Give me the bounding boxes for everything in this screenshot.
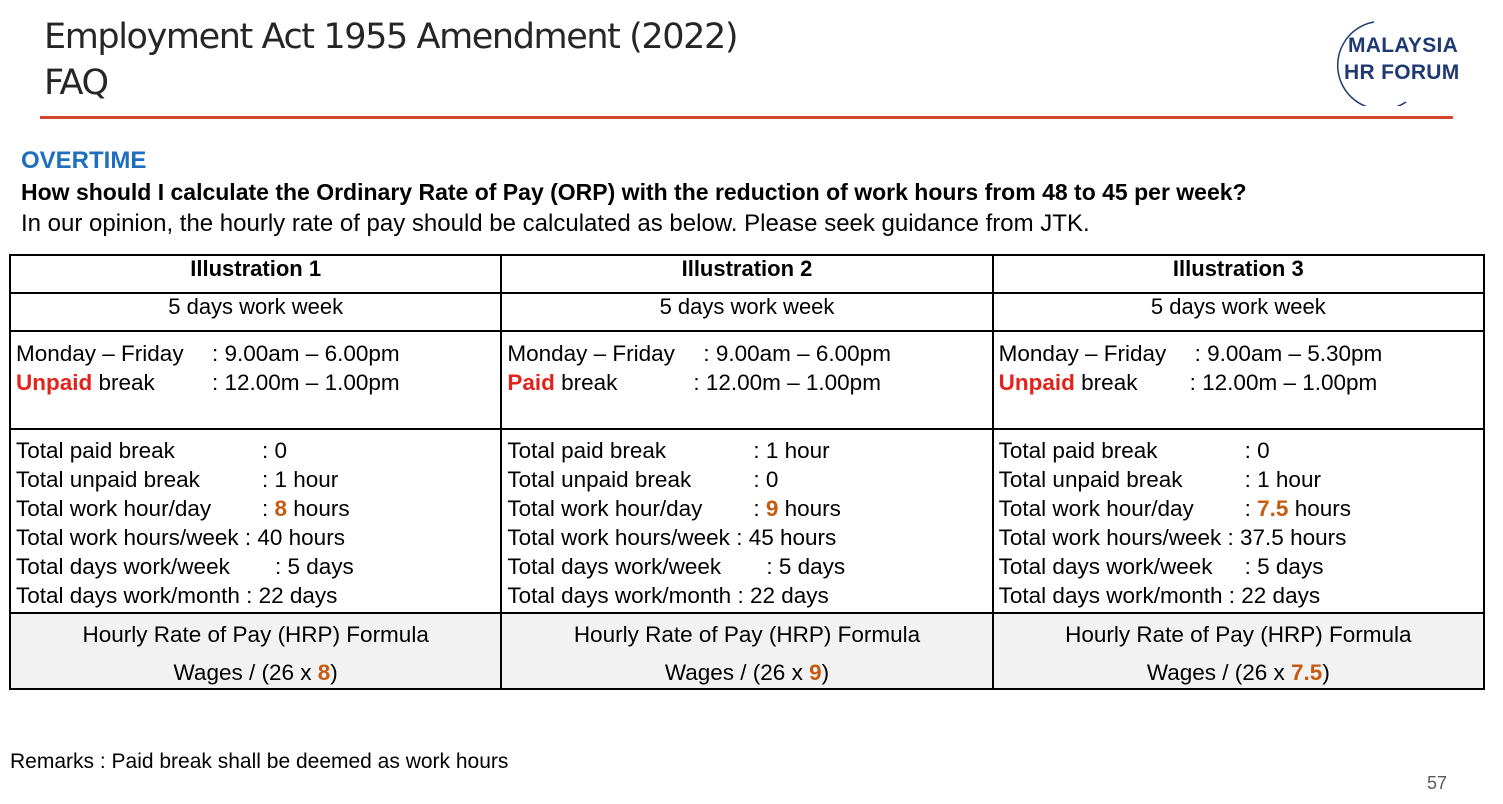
total-label: Total days work/week [507, 554, 722, 579]
total-value: : 0 [262, 438, 288, 463]
logo-line-1: MALAYSIA [1348, 34, 1459, 57]
formula-cell-3 [993, 613, 1484, 689]
total-label: Total unpaid break [507, 467, 692, 492]
work-week-cell: 5 days work week [501, 293, 992, 331]
formula-value: 8 [317, 660, 331, 685]
formula-value: 7.5 [1291, 660, 1323, 685]
total-label: Total days work/month [998, 583, 1223, 608]
total-value: : 5 days [1244, 554, 1324, 579]
hours-unit: hours [293, 496, 350, 521]
total-label: Total work hour/day [998, 496, 1194, 521]
formula-row [10, 613, 1484, 689]
formula-title: Hourly Rate of Pay (HRP) Formula [82, 622, 429, 647]
schedule-hours: : 9.00am – 6.00pm [212, 341, 400, 366]
break-time: : 12.00m – 1.00pm [693, 370, 881, 395]
total-label: Total paid break [16, 438, 175, 463]
formula-prefix: Wages / (26 x [1146, 660, 1285, 685]
work-week-cell: 5 days work week [993, 293, 1484, 331]
formula-cell-2 [501, 613, 992, 689]
total-label: Total work hour/day [507, 496, 703, 521]
faq-question: How should I calculate the Ordinary Rate of Pay (ORP) with the reduction of work hours from 48 to 45 per week? [21, 179, 1247, 205]
work-week-cell: 5 days work week [10, 293, 501, 331]
illustration-table [9, 254, 1485, 690]
break-time: : 12.00m – 1.00pm [1189, 370, 1378, 395]
break-time: : 12.00m – 1.00pm [212, 370, 400, 395]
total-value: : 45 hours [736, 525, 837, 550]
slide-title [44, 14, 737, 106]
schedule-label: Monday – Friday [507, 341, 675, 366]
schedule-hours: : 9.00am – 5.30pm [1194, 341, 1383, 366]
title-divider [40, 116, 1453, 119]
formula-expression [502, 658, 991, 688]
hours-per-day: 7.5 [1257, 496, 1289, 521]
schedule-hours: : 9.00am – 6.00pm [703, 341, 891, 366]
formula-prefix: Wages / (26 x [664, 660, 803, 685]
totals-cell-3: Total paid break : 0 Total unpaid break : 1 hour Total work hour/day : 7.5 hours Total work hours/week : 37.5 hours Total days work/week : 5 days Total days work/month : 22 days [993, 429, 1484, 613]
total-value: : 5 days [275, 554, 354, 579]
totals-cell-2: Total paid break : 1 hour Total unpaid break : 0 Total work hour/day : 9 hours Total work hours/week : 45 hours Total days work/week : 5 days Total days work/month : 22 days [501, 429, 992, 613]
total-label: Total work hour/day [16, 496, 212, 521]
faq-answer-intro: In our opinion, the hourly rate of pay should be calculated as below. Please seek guidance from JTK. [21, 210, 1090, 237]
total-label: Total days work/week [16, 554, 230, 579]
total-label: Total work hours/week [998, 525, 1222, 550]
schedule-label: Monday – Friday [998, 341, 1167, 366]
total-value: : 40 hours [244, 525, 345, 550]
total-value: : 0 [753, 467, 779, 492]
header-illustration-2: Illustration 2 [501, 255, 992, 293]
page-number: 57 [1427, 773, 1448, 793]
header-illustration-3: Illustration 3 [993, 255, 1484, 293]
malaysia-hr-forum-logo [1326, 16, 1476, 106]
total-label: Total days work/month [16, 583, 240, 608]
work-week-row [10, 293, 1484, 331]
formula-expression [11, 658, 500, 688]
formula-title: Hourly Rate of Pay (HRP) Formula [573, 622, 921, 647]
total-value: : 0 [1244, 438, 1270, 463]
table-header-row [10, 255, 1484, 293]
break-word: break [1081, 370, 1138, 395]
total-value: : 37.5 hours [1227, 525, 1347, 550]
header-illustration-1: Illustration 1 [10, 255, 501, 293]
formula-value: 9 [809, 660, 822, 685]
total-value: : 1 hour [753, 438, 830, 463]
break-word: break [561, 370, 618, 395]
total-value: : 22 days [737, 583, 829, 608]
break-type: Unpaid [998, 370, 1075, 395]
formula-prefix: Wages / (26 x [173, 660, 312, 685]
title-line-1: Employment Act 1955 Amendment (2022) [44, 17, 738, 57]
total-label: Total days work/month [507, 583, 732, 608]
schedule-cell-2 [501, 331, 992, 429]
hours-unit: hours [784, 496, 841, 521]
total-label: Total days work/week [998, 554, 1213, 579]
totals-row [10, 429, 1484, 613]
formula-cell-1 [10, 613, 501, 689]
hours-unit: hours [1294, 496, 1352, 521]
formula-expression [994, 658, 1483, 688]
total-label: Total unpaid break [16, 467, 200, 492]
formula-suffix: ) [330, 660, 338, 685]
total-label: Total paid break [998, 438, 1158, 463]
title-line-2: FAQ [44, 63, 108, 103]
schedule-row [10, 331, 1484, 429]
total-value: : 22 days [246, 583, 338, 608]
formula-suffix: ) [821, 660, 830, 685]
total-label: Total work hours/week [507, 525, 730, 550]
total-label: Total paid break [507, 438, 667, 463]
break-word: break [98, 370, 155, 395]
total-label: Total unpaid break [998, 467, 1183, 492]
formula-suffix: ) [1322, 660, 1330, 685]
schedule-cell-3 [993, 331, 1484, 429]
total-value: : 1 hour [1244, 467, 1321, 492]
schedule-cell-1 [10, 331, 501, 429]
hours-per-day: 8 [274, 496, 288, 521]
remarks: Remarks : Paid break shall be deemed as work hours [10, 750, 509, 773]
total-label: Total work hours/week [16, 525, 239, 550]
logo-line-2: HR FORUM [1344, 61, 1460, 84]
schedule-label: Monday – Friday [16, 341, 184, 366]
total-value: : 1 hour [262, 467, 339, 492]
formula-title: Hourly Rate of Pay (HRP) Formula [1065, 622, 1412, 647]
break-type: Unpaid [16, 370, 93, 395]
total-value: : 22 days [1228, 583, 1321, 608]
section-heading: OVERTIME [21, 147, 147, 174]
break-type: Paid [507, 370, 555, 395]
totals-cell-1: Total paid break : 0 Total unpaid break : 1 hour Total work hour/day : 8 hours Total work hours/week : 40 hours Total days work/week : 5 days Total days work/month : 22 days [10, 429, 501, 613]
total-value: : 5 days [766, 554, 846, 579]
hours-per-day: 9 [765, 496, 779, 521]
